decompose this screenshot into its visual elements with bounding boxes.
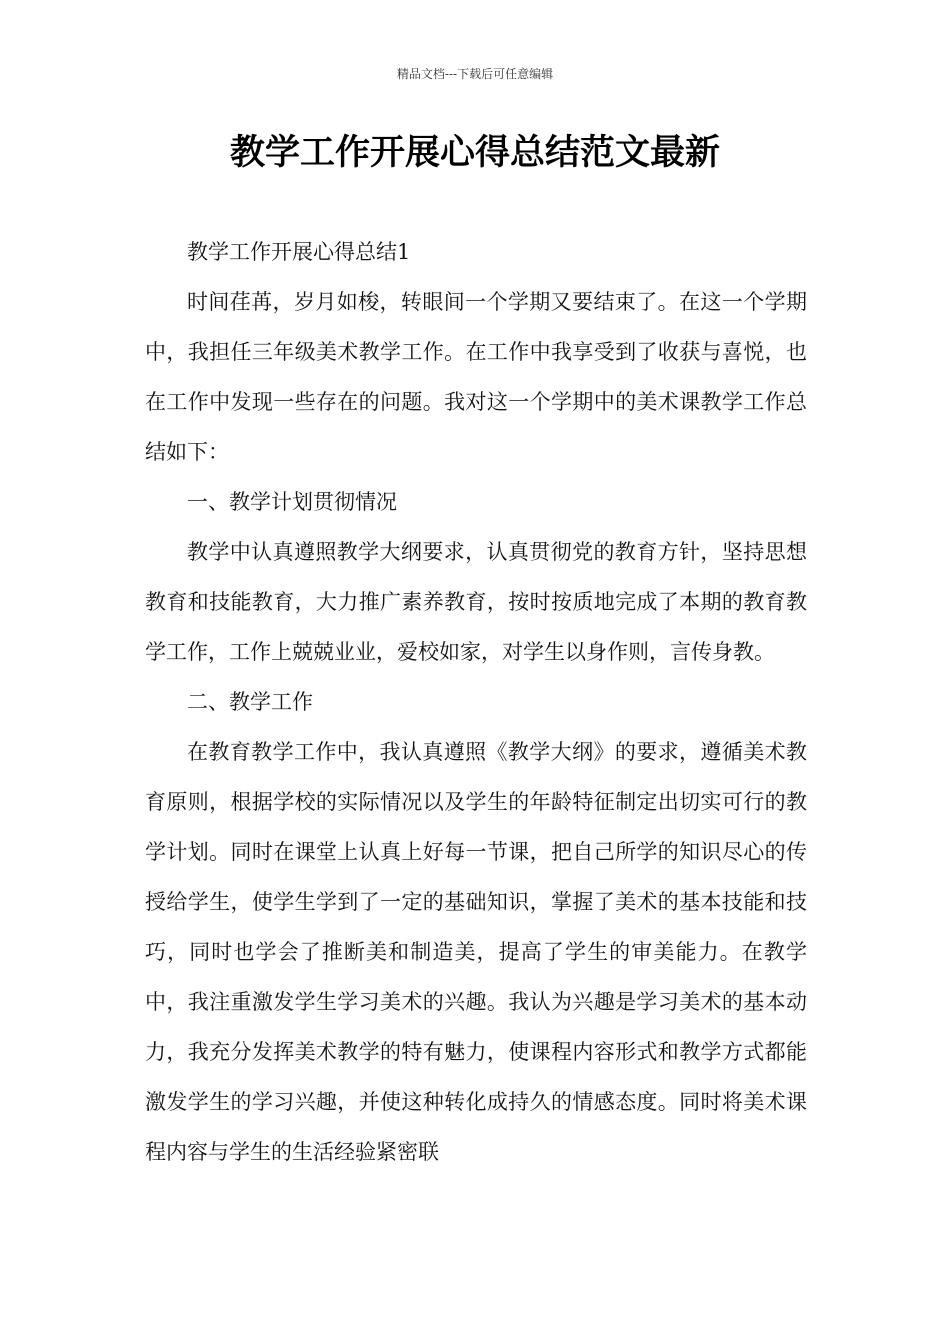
section-heading: 一、教学计划贯彻情况 — [187, 490, 397, 514]
section-heading: 二、教学工作 — [187, 690, 313, 714]
section-heading: 教学工作开展心得总结1 — [187, 240, 411, 264]
document-title: 教学工作开展心得总结范文最新 — [229, 133, 720, 173]
body-paragraph: 教学中认真遵照教学大纲要求，认真贯彻党的教育方针，坚持思想教育和技能教育，大力推广素养教育，按时按质地完成了本期的教育教学工作，工作上兢兢业业，爱校如家，对学生以身作则，言传身教。 — [145, 540, 807, 664]
body-paragraph: 在教育教学工作中，我认真遵照《教学大纲》的要求，遵循美术教育原则，根据学校的实际情况以及学生的年龄特征制定出切实可行的教学计划。同时在课堂上认真上好每一节课，把自己所学的知识尽心的传授给学生，使学生学到了一定的基础知识，掌握了美术的基本技能和技巧，同时也学会了推断美和制造美，提高了学生的审美能力。在教学中，我注重激发学生学习美术的兴趣。我认为兴趣是学习美术的基本动力，我充分发挥美术教学的特有魅力，使课程内容形式和教学方式都能激发学生的学习兴趣，并使这种转化成持久的情感态度。同时将美术课程内容与学生的生活经验紧密联 — [145, 740, 807, 1164]
body-paragraph: 时间荏苒，岁月如梭，转眼间一个学期又要结束了。在这一个学期中，我担任三年级美术教学工作。在工作中我享受到了收获与喜悦，也在工作中发现一些存在的问题。我对这一个学期中的美术课教学工作总结如下： — [145, 290, 807, 464]
document-body — [145, 227, 807, 1177]
header-note: 精品文档---下载后可任意编辑 — [396, 67, 554, 81]
